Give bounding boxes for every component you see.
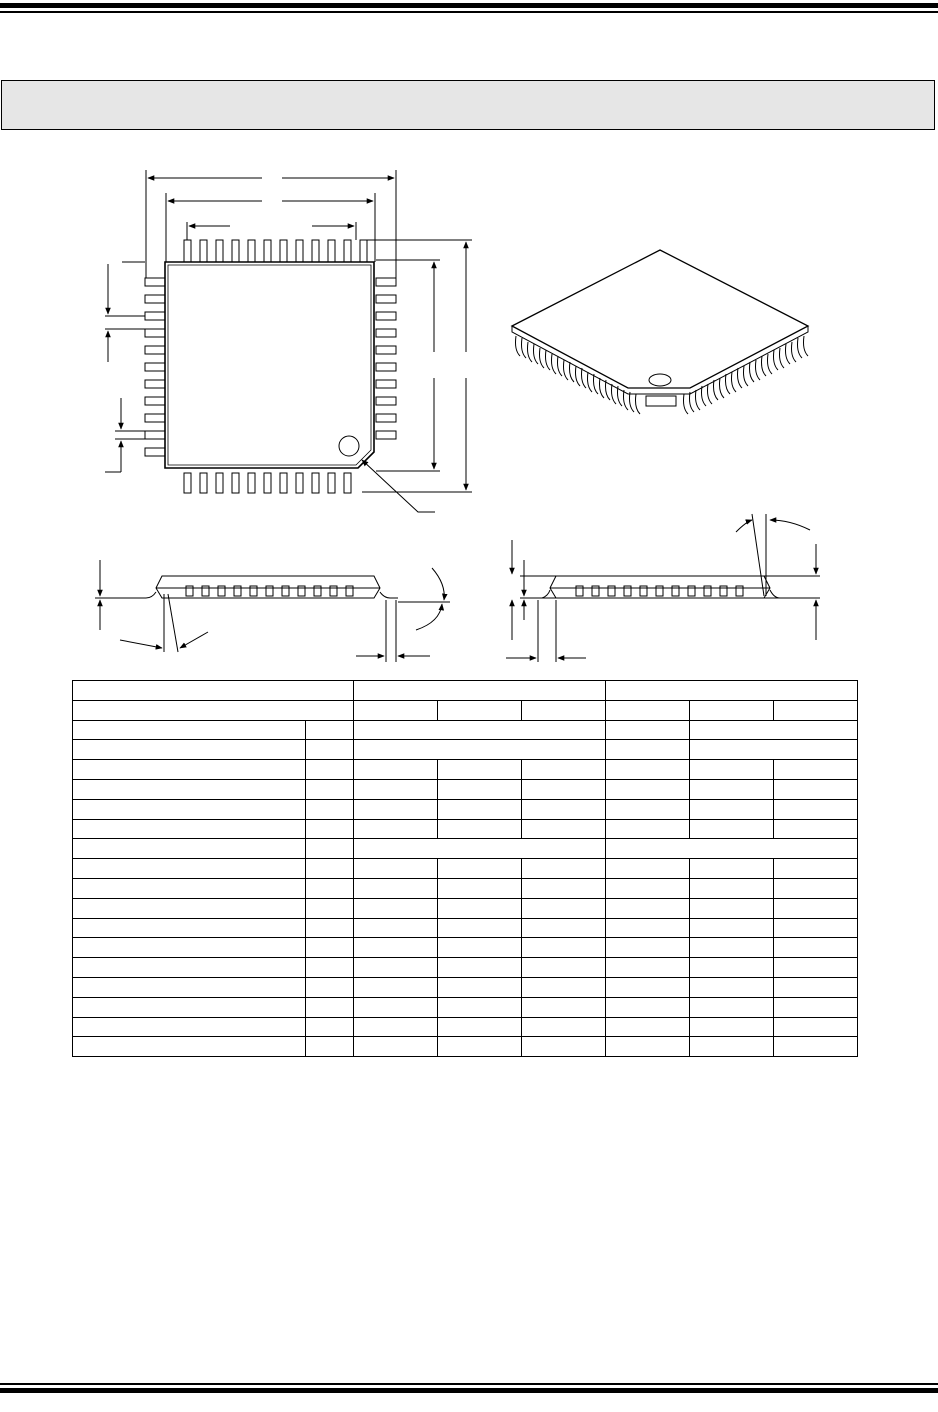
side-view-right [506,514,820,662]
table-row [73,918,858,938]
table-cell [774,1037,858,1057]
top-view [105,170,472,512]
table-cell [73,839,306,859]
table-cell [354,700,438,720]
side-view-left [95,560,450,662]
table-cell [606,740,690,760]
table-cell [73,859,306,879]
table-row [73,958,858,978]
table-cell [306,819,354,839]
table-cell [774,958,858,978]
table-cell [306,898,354,918]
table-cell [73,819,306,839]
table-row [73,1017,858,1037]
table-cell [306,1037,354,1057]
table-cell [690,938,774,958]
table-cell [690,958,774,978]
table-cell [690,720,858,740]
table-cell [306,859,354,879]
table-cell [438,997,522,1017]
table-cell [774,760,858,780]
table-cell [73,700,354,720]
table-cell [606,859,690,879]
table-cell [73,760,306,780]
table-cell [690,898,774,918]
table-cell [522,799,606,819]
table-cell [306,918,354,938]
table-row [73,720,858,740]
table-cell [690,740,858,760]
table-cell [606,720,690,740]
table-cell [690,1017,774,1037]
isometric-view [512,250,808,414]
table-cell [438,977,522,997]
table-cell [774,977,858,997]
table-cell [522,958,606,978]
table-cell [438,779,522,799]
table-row [73,839,858,859]
table-cell [522,997,606,1017]
table-cell [306,740,354,760]
table-cell [73,720,306,740]
table-cell [606,681,858,701]
table-cell [774,898,858,918]
table-cell [606,839,858,859]
table-cell [73,958,306,978]
table-row [73,977,858,997]
table-cell [522,938,606,958]
table-cell [606,779,690,799]
table-row [73,740,858,760]
table-cell [690,779,774,799]
table-cell [774,779,858,799]
table-cell [354,878,438,898]
table-header-row-units [73,681,858,701]
table-cell [774,997,858,1017]
table-cell [522,760,606,780]
table-cell [73,918,306,938]
table-cell [73,878,306,898]
table-row [73,760,858,780]
table-cell [354,681,606,701]
table-cell [73,898,306,918]
table-row [73,997,858,1017]
table-cell [306,1017,354,1037]
table-cell [438,799,522,819]
table-cell [522,859,606,879]
table-cell [774,918,858,938]
table-cell [690,799,774,819]
table-cell [522,700,606,720]
table-cell [690,819,774,839]
table-cell [306,779,354,799]
table-cell [690,997,774,1017]
dimensions-table [72,680,858,1057]
table-row [73,779,858,799]
table-cell [774,938,858,958]
table-cell [73,938,306,958]
table-cell [774,859,858,879]
table-cell [606,997,690,1017]
package-outline-drawing [0,140,938,675]
table-cell [354,799,438,819]
table-cell [522,918,606,938]
table-cell [438,1017,522,1037]
table-cell [690,977,774,997]
table-cell [354,1037,438,1057]
table-cell [774,700,858,720]
table-cell [774,799,858,819]
table-cell [354,740,606,760]
table-cell [690,859,774,879]
table-cell [522,819,606,839]
table-row [73,819,858,839]
table-row [73,859,858,879]
table-cell [438,878,522,898]
table-cell [438,819,522,839]
table-cell [438,859,522,879]
table-cell [522,898,606,918]
table-cell [438,1037,522,1057]
table-cell [354,1017,438,1037]
header-rule-thick [0,3,938,8]
table-cell [690,760,774,780]
table-cell [522,878,606,898]
table-cell [438,938,522,958]
table-cell [690,1037,774,1057]
table-cell [73,681,354,701]
table-cell [438,958,522,978]
table-cell [606,799,690,819]
table-row [73,799,858,819]
table-row [73,938,858,958]
table-cell [306,760,354,780]
table-cell [354,819,438,839]
table-cell [73,799,306,819]
table-cell [354,720,606,740]
table-cell [354,997,438,1017]
table-row [73,878,858,898]
table-cell [522,977,606,997]
table-cell [306,958,354,978]
table-cell [774,878,858,898]
table-cell [354,977,438,997]
table-cell [606,1037,690,1057]
table-cell [522,1037,606,1057]
table-cell [774,1017,858,1037]
table-cell [606,1017,690,1037]
table-cell [774,819,858,839]
table-cell [606,977,690,997]
table-cell [73,779,306,799]
table-cell [438,918,522,938]
table-cell [354,779,438,799]
table-cell [354,918,438,938]
table-cell [306,720,354,740]
table-cell [438,898,522,918]
table-cell [438,760,522,780]
table-cell [606,938,690,958]
table-cell [306,799,354,819]
table-cell [606,958,690,978]
table-cell [354,898,438,918]
table-cell [354,859,438,879]
table-cell [690,700,774,720]
table-cell [354,760,438,780]
table-cell [306,977,354,997]
table-cell [306,839,354,859]
table-row [73,1037,858,1057]
table-cell [606,878,690,898]
table-cell [690,918,774,938]
table-cell [73,740,306,760]
table-cell [73,977,306,997]
section-title-box [1,80,935,130]
table-cell [306,878,354,898]
table-cell [438,700,522,720]
header-rule-thin [0,11,938,13]
table-cell [306,938,354,958]
table-row [73,898,858,918]
table-header-row-limits [73,700,858,720]
table-cell [522,1017,606,1037]
table-cell [690,878,774,898]
table-cell [73,1037,306,1057]
table-cell [606,760,690,780]
table-cell [73,997,306,1017]
table-cell [73,1017,306,1037]
footer-rule-thick [0,1388,938,1393]
table-cell [354,938,438,958]
table-cell [606,918,690,938]
table-cell [354,958,438,978]
table-cell [606,898,690,918]
table-cell [606,700,690,720]
table-cell [522,779,606,799]
table-cell [306,997,354,1017]
footer-rule-thin [0,1383,938,1385]
table-cell [606,819,690,839]
table-cell [354,839,606,859]
